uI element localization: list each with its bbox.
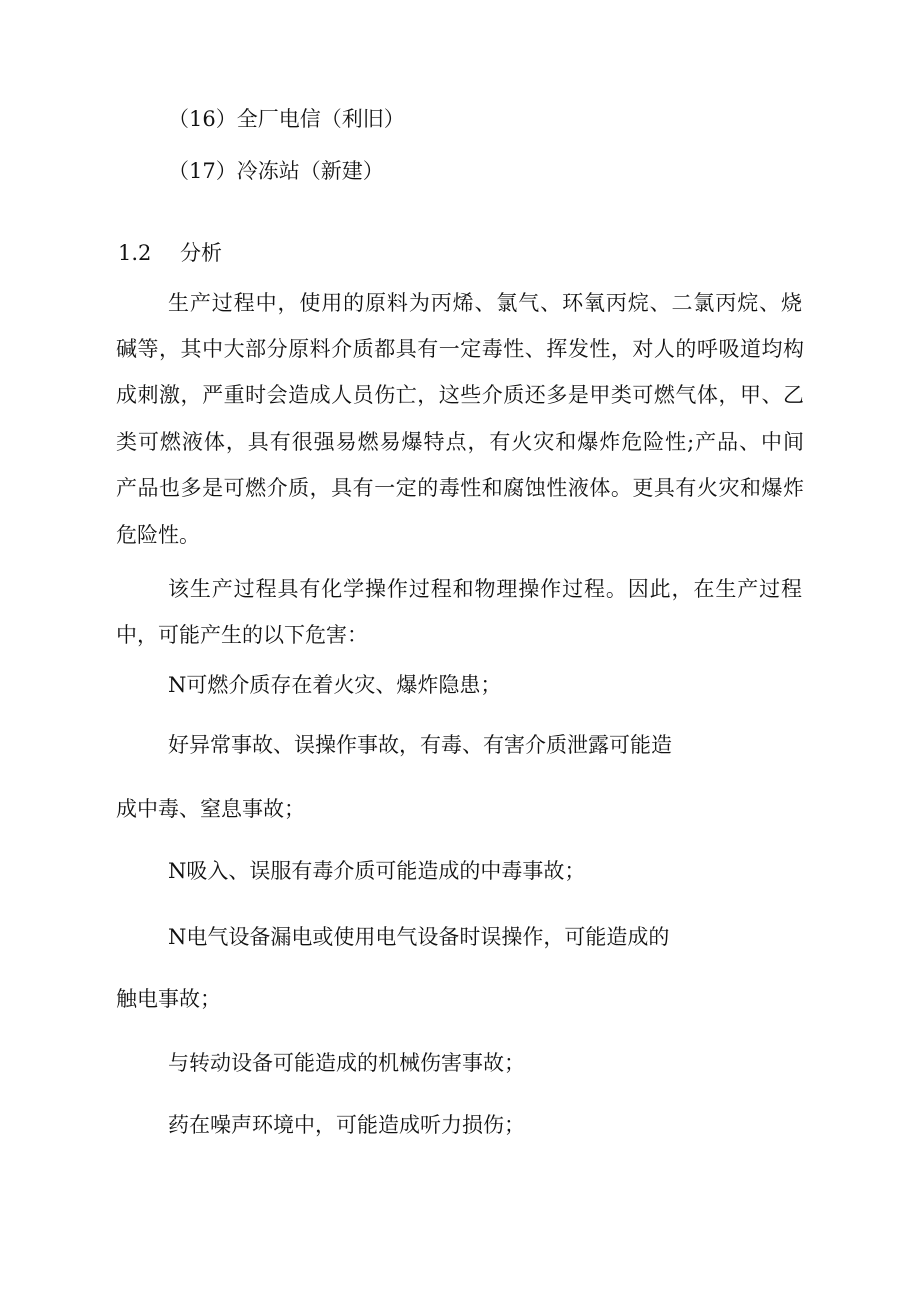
hazard-item-4-continued: 触电事故；: [116, 987, 221, 1011]
paragraph-1-line-3: 成刺激，严重时会造成人员伤亡，这些介质还多是甲类可燃气体，甲、乙: [116, 383, 804, 407]
hazard-item-1: N可燃介质存在着火灾、爆炸隐患；: [168, 673, 502, 697]
paragraph-2-line-1: 该生产过程具有化学操作过程和物理操作过程。因此，在生产过程: [168, 577, 802, 601]
paragraph-1-line-6: 危险性。: [116, 523, 200, 547]
list-item-16: （16）全厂电信（利旧）: [168, 107, 405, 131]
paragraph-1-line-4: 类可燃液体，具有很强易燃易爆特点，有火灾和爆炸危险性;产品、中间: [116, 430, 804, 454]
hazard-item-2: 好异常事故、误操作事故，有毒、有害介质泄露可能造: [168, 733, 672, 757]
hazard-item-2-continued: 成中毒、窒息事故；: [116, 797, 305, 821]
paragraph-1-line-2: 碱等，其中大部分原料介质都具有一定毒性、挥发性，对人的呼吸道均构: [116, 337, 804, 361]
hazard-item-5: 与转动设备可能造成的机械伤害事故；: [168, 1051, 525, 1075]
list-item-17: （17）冷冻站（新建）: [168, 159, 384, 183]
section-title: 分析: [180, 241, 222, 265]
paragraph-1-line-5: 产品也多是可燃介质，具有一定的毒性和腐蚀性液体。更具有火灾和爆炸: [116, 476, 804, 500]
section-number: 1.2: [118, 241, 152, 265]
paragraph-1-line-1: 生产过程中，使用的原料为丙烯、氯气、环氧丙烷、二氯丙烷、烧: [168, 291, 802, 315]
paragraph-2-line-2: 中，可能产生的以下危害：: [116, 623, 368, 647]
section-heading: [118, 238, 222, 268]
hazard-item-6: 药在噪声环境中，可能造成听力损伤；: [168, 1113, 525, 1137]
hazard-item-4: N电气设备漏电或使用电气设备时误操作，可能造成的: [168, 925, 670, 949]
hazard-item-3: N吸入、误服有毒介质可能造成的中毒事故；: [168, 859, 586, 883]
